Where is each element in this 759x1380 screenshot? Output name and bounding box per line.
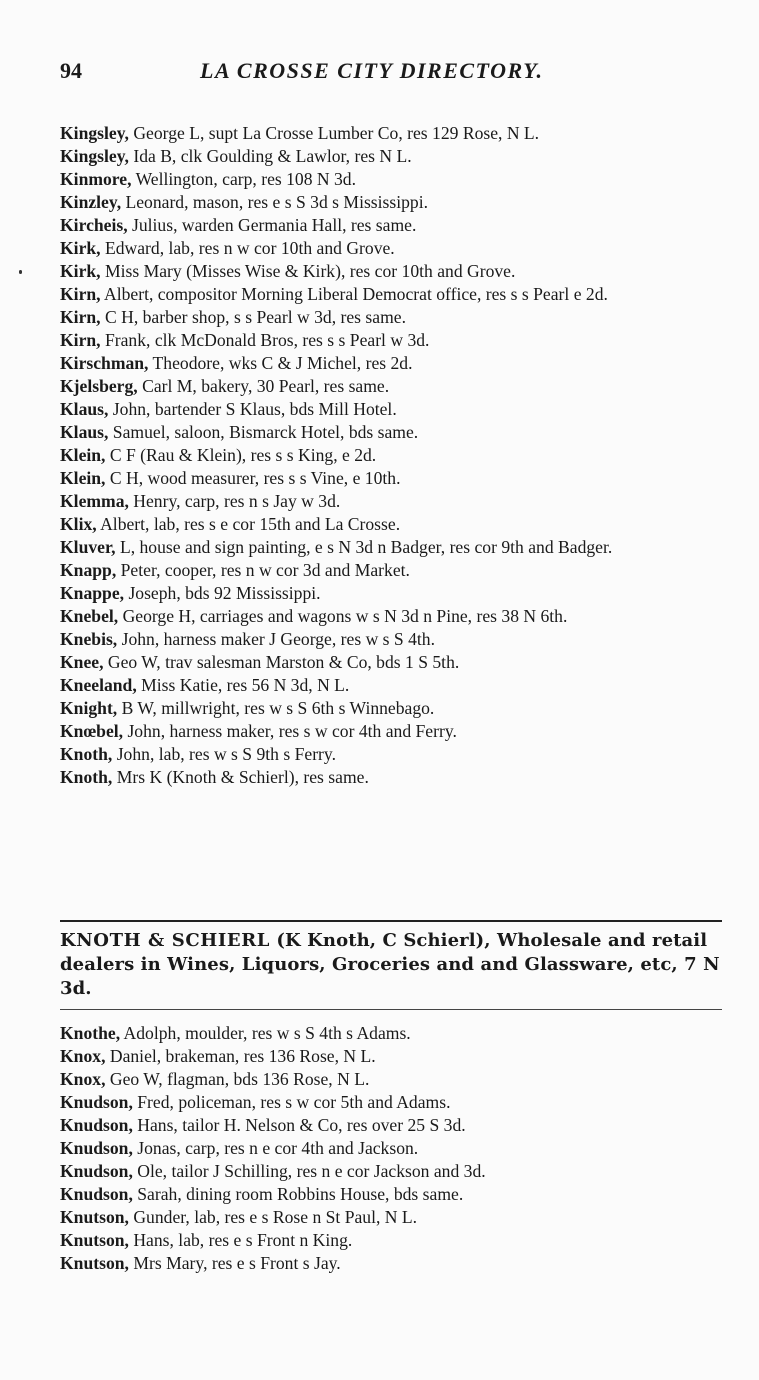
directory-entry xyxy=(60,1091,730,1114)
page-header xyxy=(50,58,730,92)
entry-details: John, bartender S Klaus, bds Mill Hotel. xyxy=(108,399,397,419)
entry-surname: Knoth, xyxy=(60,744,113,764)
entry-details: Ida B, clk Goulding & Lawlor, res N L. xyxy=(128,146,412,166)
entry-surname: Knox, xyxy=(60,1069,106,1089)
entry-surname: Knox, xyxy=(60,1046,106,1066)
directory-entry xyxy=(60,605,730,628)
directory-entry xyxy=(60,674,730,697)
entry-surname: Kinmore, xyxy=(60,169,132,189)
entry-details: Carl M, bakery, 30 Pearl, res same. xyxy=(137,376,390,396)
entry-surname: Kirk, xyxy=(60,261,101,281)
directory-entry xyxy=(60,260,730,283)
entry-details: Geo W, trav salesman Marston & Co, bds 1 S 5th. xyxy=(103,652,460,672)
entry-details: John, lab, res w s S 9th s Ferry. xyxy=(112,744,336,764)
entry-surname: Kirk, xyxy=(60,238,101,258)
entry-details: C F (Rau & Klein), res s s King, e 2d. xyxy=(105,445,377,465)
entry-surname: Klemma, xyxy=(60,491,129,511)
entry-details: Leonard, mason, res e s S 3d s Mississippi. xyxy=(121,192,428,212)
entry-surname: Klein, xyxy=(60,468,106,488)
entry-surname: Knutson, xyxy=(60,1207,129,1227)
entry-surname: Knutson, xyxy=(60,1230,129,1250)
entry-surname: Knebel, xyxy=(60,606,119,626)
directory-entry xyxy=(60,398,730,421)
advertisement-firm: KNOTH & SCHIERL xyxy=(60,930,271,951)
directory-entries xyxy=(60,122,730,789)
entry-surname: Klix, xyxy=(60,514,97,534)
entry-surname: Klaus, xyxy=(60,422,109,442)
directory-entry xyxy=(60,1229,730,1252)
entry-surname: Kircheis, xyxy=(60,215,128,235)
directory-entry xyxy=(60,421,730,444)
entry-details: Ole, tailor J Schilling, res n e cor Jackson and 3d. xyxy=(132,1161,486,1181)
entry-details: L, house and sign painting, e s N 3d n Badger, res cor 9th and Badger. xyxy=(115,537,613,557)
entry-surname: Klein, xyxy=(60,445,106,465)
entry-details: Geo W, flagman, bds 136 Rose, N L. xyxy=(105,1069,370,1089)
page-number: 94 xyxy=(60,58,82,83)
advertisement-body: (K Knoth, C Schierl), Wholesale and retail dealers in Wines, Liquors, Groceries and and Glassware, etc, 7 N 3d. xyxy=(60,930,720,999)
margin-mark xyxy=(19,270,22,274)
entry-surname: Kirschman, xyxy=(60,353,149,373)
entry-surname: Knudson, xyxy=(60,1184,133,1204)
directory-entry xyxy=(60,1137,730,1160)
directory-entry xyxy=(60,513,730,536)
entry-surname: Knutson, xyxy=(60,1253,129,1273)
entry-surname: Kjelsberg, xyxy=(60,376,138,396)
entry-details: C H, barber shop, s s Pearl w 3d, res same. xyxy=(100,307,406,327)
entry-surname: Knapp, xyxy=(60,560,117,580)
entry-surname: Kluver, xyxy=(60,537,116,557)
entry-details: Mrs K (Knoth & Schierl), res same. xyxy=(112,767,369,787)
entry-details: Adolph, moulder, res w s S 4th s Adams. xyxy=(120,1023,411,1043)
entry-details: Julius, warden Germania Hall, res same. xyxy=(127,215,417,235)
entry-details: Theodore, wks C & J Michel, res 2d. xyxy=(148,353,413,373)
entry-surname: Knudson, xyxy=(60,1092,133,1112)
directory-entry xyxy=(60,329,730,352)
entry-surname: Kirn, xyxy=(60,330,101,350)
directory-entries-continued xyxy=(60,1022,730,1275)
directory-entry xyxy=(60,352,730,375)
directory-entry xyxy=(60,582,730,605)
entry-details: John, harness maker J George, res w s S 4th. xyxy=(117,629,435,649)
directory-entry xyxy=(60,306,730,329)
directory-entry xyxy=(60,628,730,651)
entry-details: Mrs Mary, res e s Front s Jay. xyxy=(128,1253,341,1273)
entry-details: Henry, carp, res n s Jay w 3d. xyxy=(128,491,341,511)
entry-surname: Knoth, xyxy=(60,767,113,787)
entry-details: B W, millwright, res w s S 6th s Winnebago. xyxy=(117,698,435,718)
entry-surname: Knœbel, xyxy=(60,721,124,741)
directory-entry xyxy=(60,766,730,789)
entry-surname: Knudson, xyxy=(60,1115,133,1135)
directory-entry xyxy=(60,1206,730,1229)
entry-surname: Knudson, xyxy=(60,1161,133,1181)
directory-entry xyxy=(60,559,730,582)
directory-entry xyxy=(60,651,730,674)
entry-surname: Knebis, xyxy=(60,629,118,649)
directory-entry xyxy=(60,1068,730,1091)
directory-entry xyxy=(60,1045,730,1068)
entry-details: John, harness maker, res s w cor 4th and Ferry. xyxy=(123,721,457,741)
directory-entry xyxy=(60,1183,730,1206)
entry-details: Gunder, lab, res e s Rose n St Paul, N L. xyxy=(128,1207,418,1227)
entry-details: Miss Mary (Misses Wise & Kirk), res cor 10th and Grove. xyxy=(100,261,516,281)
entry-details: Daniel, brakeman, res 136 Rose, N L. xyxy=(105,1046,376,1066)
entry-details: Albert, compositor Morning Liberal Democrat office, res s s Pearl e 2d. xyxy=(100,284,608,304)
entry-surname: Knee, xyxy=(60,652,104,672)
entry-details: Sarah, dining room Robbins House, bds same. xyxy=(132,1184,464,1204)
entry-surname: Kinzley, xyxy=(60,192,122,212)
entry-surname: Kneeland, xyxy=(60,675,137,695)
directory-entry xyxy=(60,122,730,145)
entry-details: Fred, policeman, res s w cor 5th and Adams. xyxy=(132,1092,451,1112)
entry-details: Hans, tailor H. Nelson & Co, res over 25 S 3d. xyxy=(132,1115,466,1135)
directory-entry xyxy=(60,720,730,743)
directory-entry xyxy=(60,1252,730,1275)
entry-details: Edward, lab, res n w cor 10th and Grove. xyxy=(100,238,395,258)
entry-details: Hans, lab, res e s Front n King. xyxy=(128,1230,353,1250)
directory-entry xyxy=(60,375,730,398)
entry-surname: Knight, xyxy=(60,698,118,718)
directory-entry xyxy=(60,536,730,559)
directory-entry xyxy=(60,444,730,467)
entry-details: Albert, lab, res s e cor 15th and La Crosse. xyxy=(96,514,401,534)
directory-entry xyxy=(60,145,730,168)
entry-surname: Kirn, xyxy=(60,307,101,327)
directory-entry xyxy=(60,1114,730,1137)
directory-entry xyxy=(60,214,730,237)
entry-details: George L, supt La Crosse Lumber Co, res 129 Rose, N L. xyxy=(128,123,540,143)
entry-details: Peter, cooper, res n w cor 3d and Market. xyxy=(116,560,410,580)
entry-details: Samuel, saloon, Bismarck Hotel, bds same. xyxy=(108,422,419,442)
entry-details: Frank, clk McDonald Bros, res s s Pearl w 3d. xyxy=(100,330,430,350)
directory-entry xyxy=(60,490,730,513)
entry-details: Jonas, carp, res n e cor 4th and Jackson. xyxy=(132,1138,419,1158)
entry-surname: Kirn, xyxy=(60,284,101,304)
entry-details: Miss Katie, res 56 N 3d, N L. xyxy=(136,675,350,695)
directory-entry xyxy=(60,237,730,260)
entry-surname: Knudson, xyxy=(60,1138,133,1158)
directory-entry xyxy=(60,467,730,490)
directory-entry xyxy=(60,1022,730,1045)
entry-surname: Knothe, xyxy=(60,1023,121,1043)
entry-details: C H, wood measurer, res s s Vine, e 10th. xyxy=(105,468,401,488)
entry-surname: Knappe, xyxy=(60,583,125,603)
advertisement-text xyxy=(60,929,722,1001)
entry-surname: Klaus, xyxy=(60,399,109,419)
directory-entry xyxy=(60,168,730,191)
directory-entry xyxy=(60,283,730,306)
directory-entry xyxy=(60,743,730,766)
entry-details: Wellington, carp, res 108 N 3d. xyxy=(131,169,357,189)
directory-entry xyxy=(60,1160,730,1183)
running-head-title: LA CROSSE CITY DIRECTORY. xyxy=(200,58,544,83)
entry-details: George H, carriages and wagons w s N 3d n Pine, res 38 N 6th. xyxy=(118,606,568,626)
entry-surname: Kingsley, xyxy=(60,123,129,143)
entry-surname: Kingsley, xyxy=(60,146,129,166)
entry-details: Joseph, bds 92 Mississippi. xyxy=(124,583,321,603)
directory-entry xyxy=(60,697,730,720)
advertisement-block xyxy=(60,920,722,1010)
directory-entry xyxy=(60,191,730,214)
